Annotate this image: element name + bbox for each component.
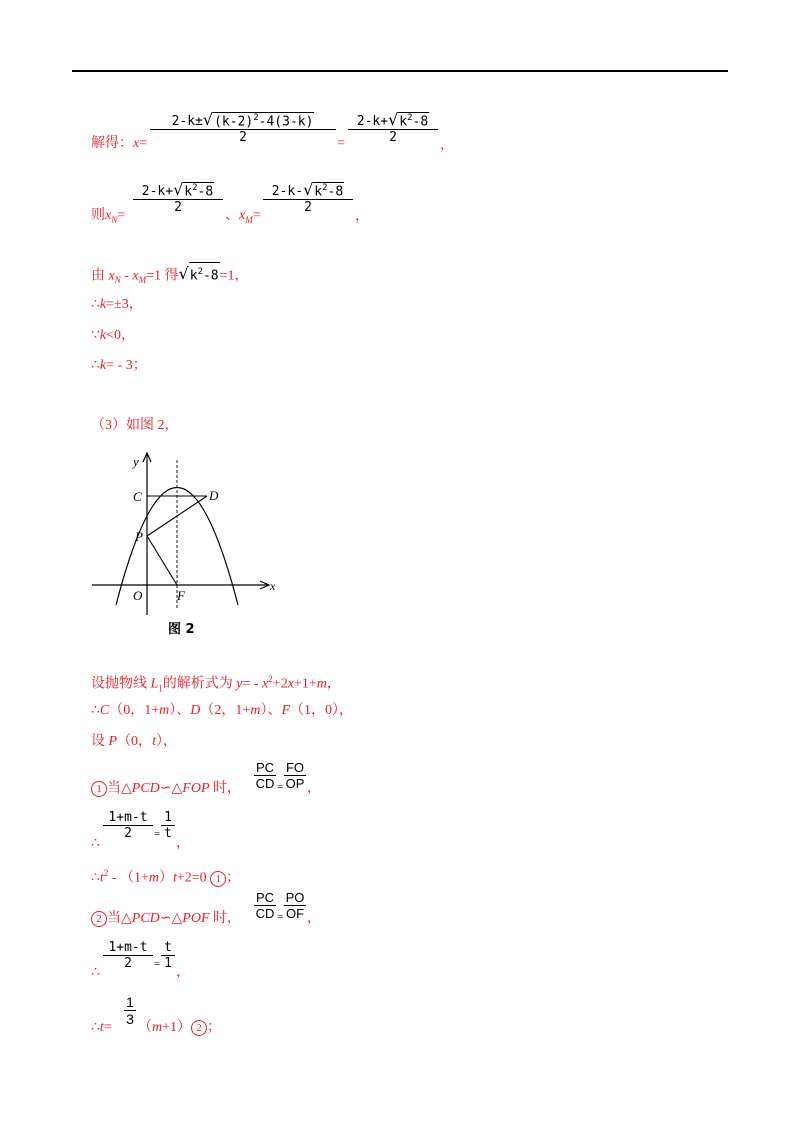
fraction: t 1 — [161, 940, 175, 971]
line-9: ∴C（0，1+m）、D（2，1+m）、F（1，0）， — [91, 703, 354, 718]
fraction: 1 t — [161, 810, 175, 841]
label-o: O — [133, 588, 143, 603]
label-f: F — [177, 588, 185, 603]
label-p: P — [135, 529, 143, 544]
fraction: PC CD — [255, 760, 275, 791]
parabola-figure — [90, 450, 280, 640]
fraction: $2-k+√k^2-8$ 2 — [133, 180, 223, 215]
line-3: 由 $x_N - x_M=1$ 得$√k^2-8=1$， — [91, 262, 249, 289]
label-d: D — [209, 488, 219, 503]
line-10: 设 P（0，t）， — [91, 734, 177, 749]
fraction: PC CD — [255, 890, 275, 921]
line-8: 设抛物线 $L_1$的解析式为 $y= - x^2+2x+1+m$， — [91, 674, 341, 694]
fraction: 1 3 — [124, 994, 136, 1027]
fraction: 1+m-t 2 — [103, 810, 153, 841]
segment-pf — [147, 536, 177, 585]
figure-2 — [90, 450, 280, 645]
fraction: $2-k+√k^2-8$ 2 — [348, 110, 438, 145]
line-6: ∴k= - 3； — [91, 358, 147, 373]
fraction: $2-k\pm√(k-2)^2-4(3-k)$ 2 — [150, 110, 336, 145]
figure-caption: 图 2 — [168, 622, 195, 637]
label-x: x — [270, 579, 276, 593]
line-13: $\therefore t^2 - (1+m)t+2=0$ 1 ； — [91, 868, 241, 886]
label-c: C — [133, 489, 142, 504]
fraction: PO OF — [285, 890, 305, 921]
line-5: ∵k<0， — [91, 328, 136, 343]
line-7: （3）如图 2， — [91, 418, 179, 433]
line-4: ∴k=±3， — [91, 297, 143, 312]
label-y: y — [133, 454, 139, 469]
header-rule — [72, 70, 728, 72]
fraction: 1+m-t 2 — [103, 940, 153, 971]
fraction: $2-k-√k^2-8$ 2 — [263, 180, 353, 215]
fraction: FO OP — [285, 760, 305, 791]
